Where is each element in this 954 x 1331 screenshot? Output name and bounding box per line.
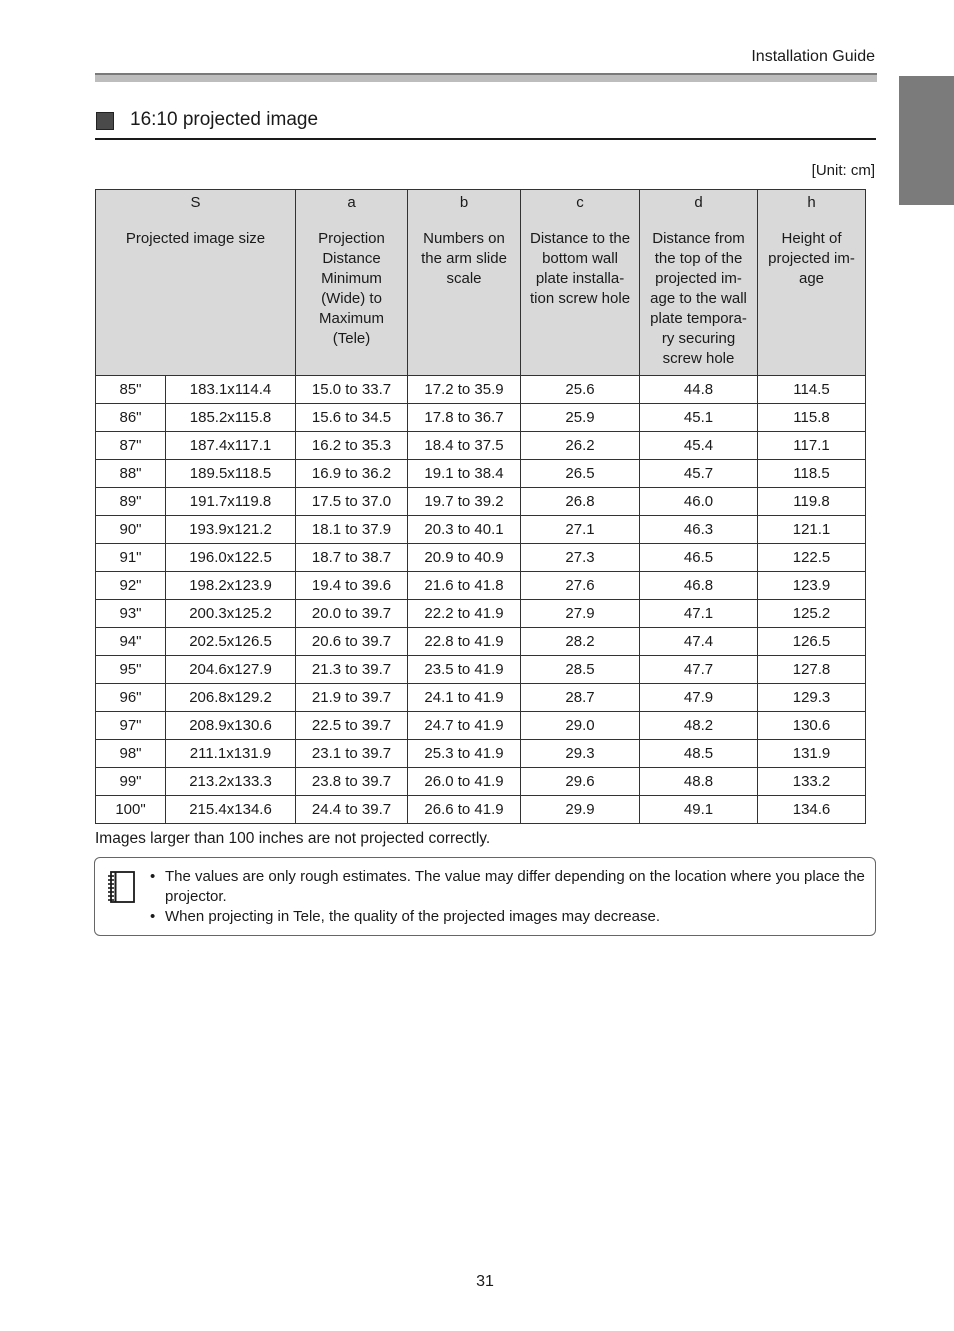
table-row: [96, 376, 866, 404]
section-marker-icon: [96, 112, 114, 130]
table-cell: 23.8 to 39.7: [296, 768, 408, 796]
table-cell: 22.2 to 41.9: [408, 600, 521, 628]
table-cell: 48.5: [640, 740, 758, 768]
table-cell: 98": [96, 740, 166, 768]
table-row: [96, 600, 866, 628]
table-cell: 95": [96, 656, 166, 684]
table-cell: 45.4: [640, 432, 758, 460]
column-letter: d: [694, 194, 703, 211]
table-cell: 117.1: [758, 432, 866, 460]
table-cell: 19.7 to 39.2: [408, 488, 521, 516]
column-header-h: [758, 190, 866, 376]
table-row: [96, 768, 866, 796]
table-cell: 26.2: [521, 432, 640, 460]
table-cell: 130.6: [758, 712, 866, 740]
table-cell: 20.6 to 39.7: [296, 628, 408, 656]
table-cell: 20.0 to 39.7: [296, 600, 408, 628]
table-cell: 19.1 to 38.4: [408, 460, 521, 488]
table-cell: 99": [96, 768, 166, 796]
column-letter: a: [347, 194, 356, 211]
column-label: Distance to the bottom wall plate installa-tion screw hole: [529, 230, 631, 307]
table-cell: 183.1x114.4: [166, 376, 296, 404]
table-cell: 46.0: [640, 488, 758, 516]
table-cell: 17.2 to 35.9: [408, 376, 521, 404]
table-cell: 26.6 to 41.9: [408, 796, 521, 824]
table-cell: 46.5: [640, 544, 758, 572]
table-cell: 47.1: [640, 600, 758, 628]
table-row: [96, 656, 866, 684]
table-cell: 100": [96, 796, 166, 824]
column-letter: b: [459, 194, 469, 211]
column-letter: h: [807, 194, 816, 211]
table-cell: 24.1 to 41.9: [408, 684, 521, 712]
table-cell: 87": [96, 432, 166, 460]
table-cell: 45.1: [640, 404, 758, 432]
table-cell: 26.0 to 41.9: [408, 768, 521, 796]
column-header-a: [296, 190, 408, 376]
table-cell: 17.5 to 37.0: [296, 488, 408, 516]
table-cell: 28.7: [521, 684, 640, 712]
column-label: Projected image size: [125, 230, 266, 247]
chapter-side-tab: [899, 76, 954, 205]
table-cell: 200.3x125.2: [166, 600, 296, 628]
table-cell: 97": [96, 712, 166, 740]
table-cell: 114.5: [758, 376, 866, 404]
column-letter: c: [576, 194, 584, 211]
table-cell: 45.7: [640, 460, 758, 488]
unit-label: [Unit: cm]: [811, 162, 875, 179]
column-header-c: [521, 190, 640, 376]
table-row: [96, 796, 866, 824]
table-cell: 48.2: [640, 712, 758, 740]
table-cell: 21.9 to 39.7: [296, 684, 408, 712]
table-cell: 29.3: [521, 740, 640, 768]
table-row: [96, 740, 866, 768]
table-cell: 16.2 to 35.3: [296, 432, 408, 460]
column-letter: S: [190, 194, 201, 211]
table-cell: 25.9: [521, 404, 640, 432]
table-row: [96, 712, 866, 740]
table-cell: 191.7x119.8: [166, 488, 296, 516]
table-cell: 16.9 to 36.2: [296, 460, 408, 488]
table-cell: 96": [96, 684, 166, 712]
table-cell: 187.4x117.1: [166, 432, 296, 460]
table-cell: 129.3: [758, 684, 866, 712]
table-cell: 94": [96, 628, 166, 656]
column-label: Distance from the top of the projected im-age to the wall plate tempora-ry securing screw hole: [650, 230, 747, 367]
table-cell: 121.1: [758, 516, 866, 544]
table-cell: 119.8: [758, 488, 866, 516]
table-cell: 27.3: [521, 544, 640, 572]
table-cell: 134.6: [758, 796, 866, 824]
page-number: 31: [476, 1273, 494, 1290]
table-body: [96, 376, 866, 824]
table-cell: 127.8: [758, 656, 866, 684]
table-cell: 47.7: [640, 656, 758, 684]
table-cell: 46.8: [640, 572, 758, 600]
table-cell: 85": [96, 376, 166, 404]
table-cell: 23.5 to 41.9: [408, 656, 521, 684]
table-row: [96, 404, 866, 432]
table-cell: 20.3 to 40.1: [408, 516, 521, 544]
column-label: Projection Distance Minimum (Wide) to Maximum (Tele): [318, 230, 385, 347]
running-header: Installation Guide: [751, 48, 875, 65]
table-cell: 21.3 to 39.7: [296, 656, 408, 684]
table-row: [96, 516, 866, 544]
table-cell: 131.9: [758, 740, 866, 768]
table-row: [96, 432, 866, 460]
memo-notepad-icon: [106, 870, 136, 909]
table-cell: 18.1 to 37.9: [296, 516, 408, 544]
table-cell: 133.2: [758, 768, 866, 796]
memo-list: [147, 867, 867, 927]
table-cell: 28.5: [521, 656, 640, 684]
table-cell: 115.8: [758, 404, 866, 432]
table-cell: 25.3 to 41.9: [408, 740, 521, 768]
table-cell: 46.3: [640, 516, 758, 544]
table-header-row: [96, 190, 866, 376]
table-cell: 18.7 to 38.7: [296, 544, 408, 572]
table-cell: 49.1: [640, 796, 758, 824]
table-cell: 215.4x134.6: [166, 796, 296, 824]
table-cell: 24.7 to 41.9: [408, 712, 521, 740]
table-cell: 213.2x133.3: [166, 768, 296, 796]
table-cell: 211.1x131.9: [166, 740, 296, 768]
table-cell: 26.5: [521, 460, 640, 488]
table-cell: 15.0 to 33.7: [296, 376, 408, 404]
column-header-s: [96, 190, 296, 376]
memo-item: • When projecting in Tele, the quality of the projected images may decrease.: [147, 907, 867, 927]
table-cell: 19.4 to 39.6: [296, 572, 408, 600]
table-cell: 196.0x122.5: [166, 544, 296, 572]
memo-box: [94, 857, 876, 936]
table-cell: 93": [96, 600, 166, 628]
table-cell: 47.4: [640, 628, 758, 656]
table-cell: 24.4 to 39.7: [296, 796, 408, 824]
table-cell: 89": [96, 488, 166, 516]
column-header-d: [640, 190, 758, 376]
table-cell: 15.6 to 34.5: [296, 404, 408, 432]
table-cell: 189.5x118.5: [166, 460, 296, 488]
section-heading: [95, 106, 876, 140]
table-row: [96, 544, 866, 572]
table-cell: 88": [96, 460, 166, 488]
table-cell: 22.5 to 39.7: [296, 712, 408, 740]
table-row: [96, 684, 866, 712]
table-cell: 208.9x130.6: [166, 712, 296, 740]
table-cell: 17.8 to 36.7: [408, 404, 521, 432]
table-cell: 44.8: [640, 376, 758, 404]
table-cell: 28.2: [521, 628, 640, 656]
table-cell: 185.2x115.8: [166, 404, 296, 432]
table-cell: 204.6x127.9: [166, 656, 296, 684]
table-cell: 123.9: [758, 572, 866, 600]
table-cell: 20.9 to 40.9: [408, 544, 521, 572]
table-cell: 29.9: [521, 796, 640, 824]
table-cell: 86": [96, 404, 166, 432]
table-cell: 18.4 to 37.5: [408, 432, 521, 460]
table-cell: 198.2x123.9: [166, 572, 296, 600]
column-header-b: [408, 190, 521, 376]
table-cell: 47.9: [640, 684, 758, 712]
table-cell: 122.5: [758, 544, 866, 572]
column-label: Height of projected im-age: [768, 230, 855, 287]
table-row: [96, 460, 866, 488]
table-row: [96, 628, 866, 656]
table-row: [96, 572, 866, 600]
table-cell: 22.8 to 41.9: [408, 628, 521, 656]
header-rule: [95, 73, 877, 82]
table-cell: 202.5x126.5: [166, 628, 296, 656]
table-cell: 48.8: [640, 768, 758, 796]
memo-item: • The values are only rough estimates. The value may differ depending on the location where you place the projector.: [147, 867, 867, 907]
table-cell: 118.5: [758, 460, 866, 488]
table-cell: 193.9x121.2: [166, 516, 296, 544]
table-cell: 90": [96, 516, 166, 544]
table-cell: 29.6: [521, 768, 640, 796]
table-cell: 92": [96, 572, 166, 600]
table-cell: 206.8x129.2: [166, 684, 296, 712]
table-cell: 91": [96, 544, 166, 572]
table-cell: 21.6 to 41.8: [408, 572, 521, 600]
table-cell: 23.1 to 39.7: [296, 740, 408, 768]
table-cell: 25.6: [521, 376, 640, 404]
table-cell: 27.1: [521, 516, 640, 544]
table-cell: 26.8: [521, 488, 640, 516]
table-cell: 27.6: [521, 572, 640, 600]
table-cell: 125.2: [758, 600, 866, 628]
projection-distance-table: [95, 189, 866, 824]
table-cell: 126.5: [758, 628, 866, 656]
note-below-table: Images larger than 100 inches are not projected correctly.: [95, 830, 491, 847]
section-title: 16:10 projected image: [130, 109, 319, 130]
table-row: [96, 488, 866, 516]
table-cell: 29.0: [521, 712, 640, 740]
column-label: Numbers on the arm slide scale: [421, 230, 507, 287]
table-cell: 27.9: [521, 600, 640, 628]
